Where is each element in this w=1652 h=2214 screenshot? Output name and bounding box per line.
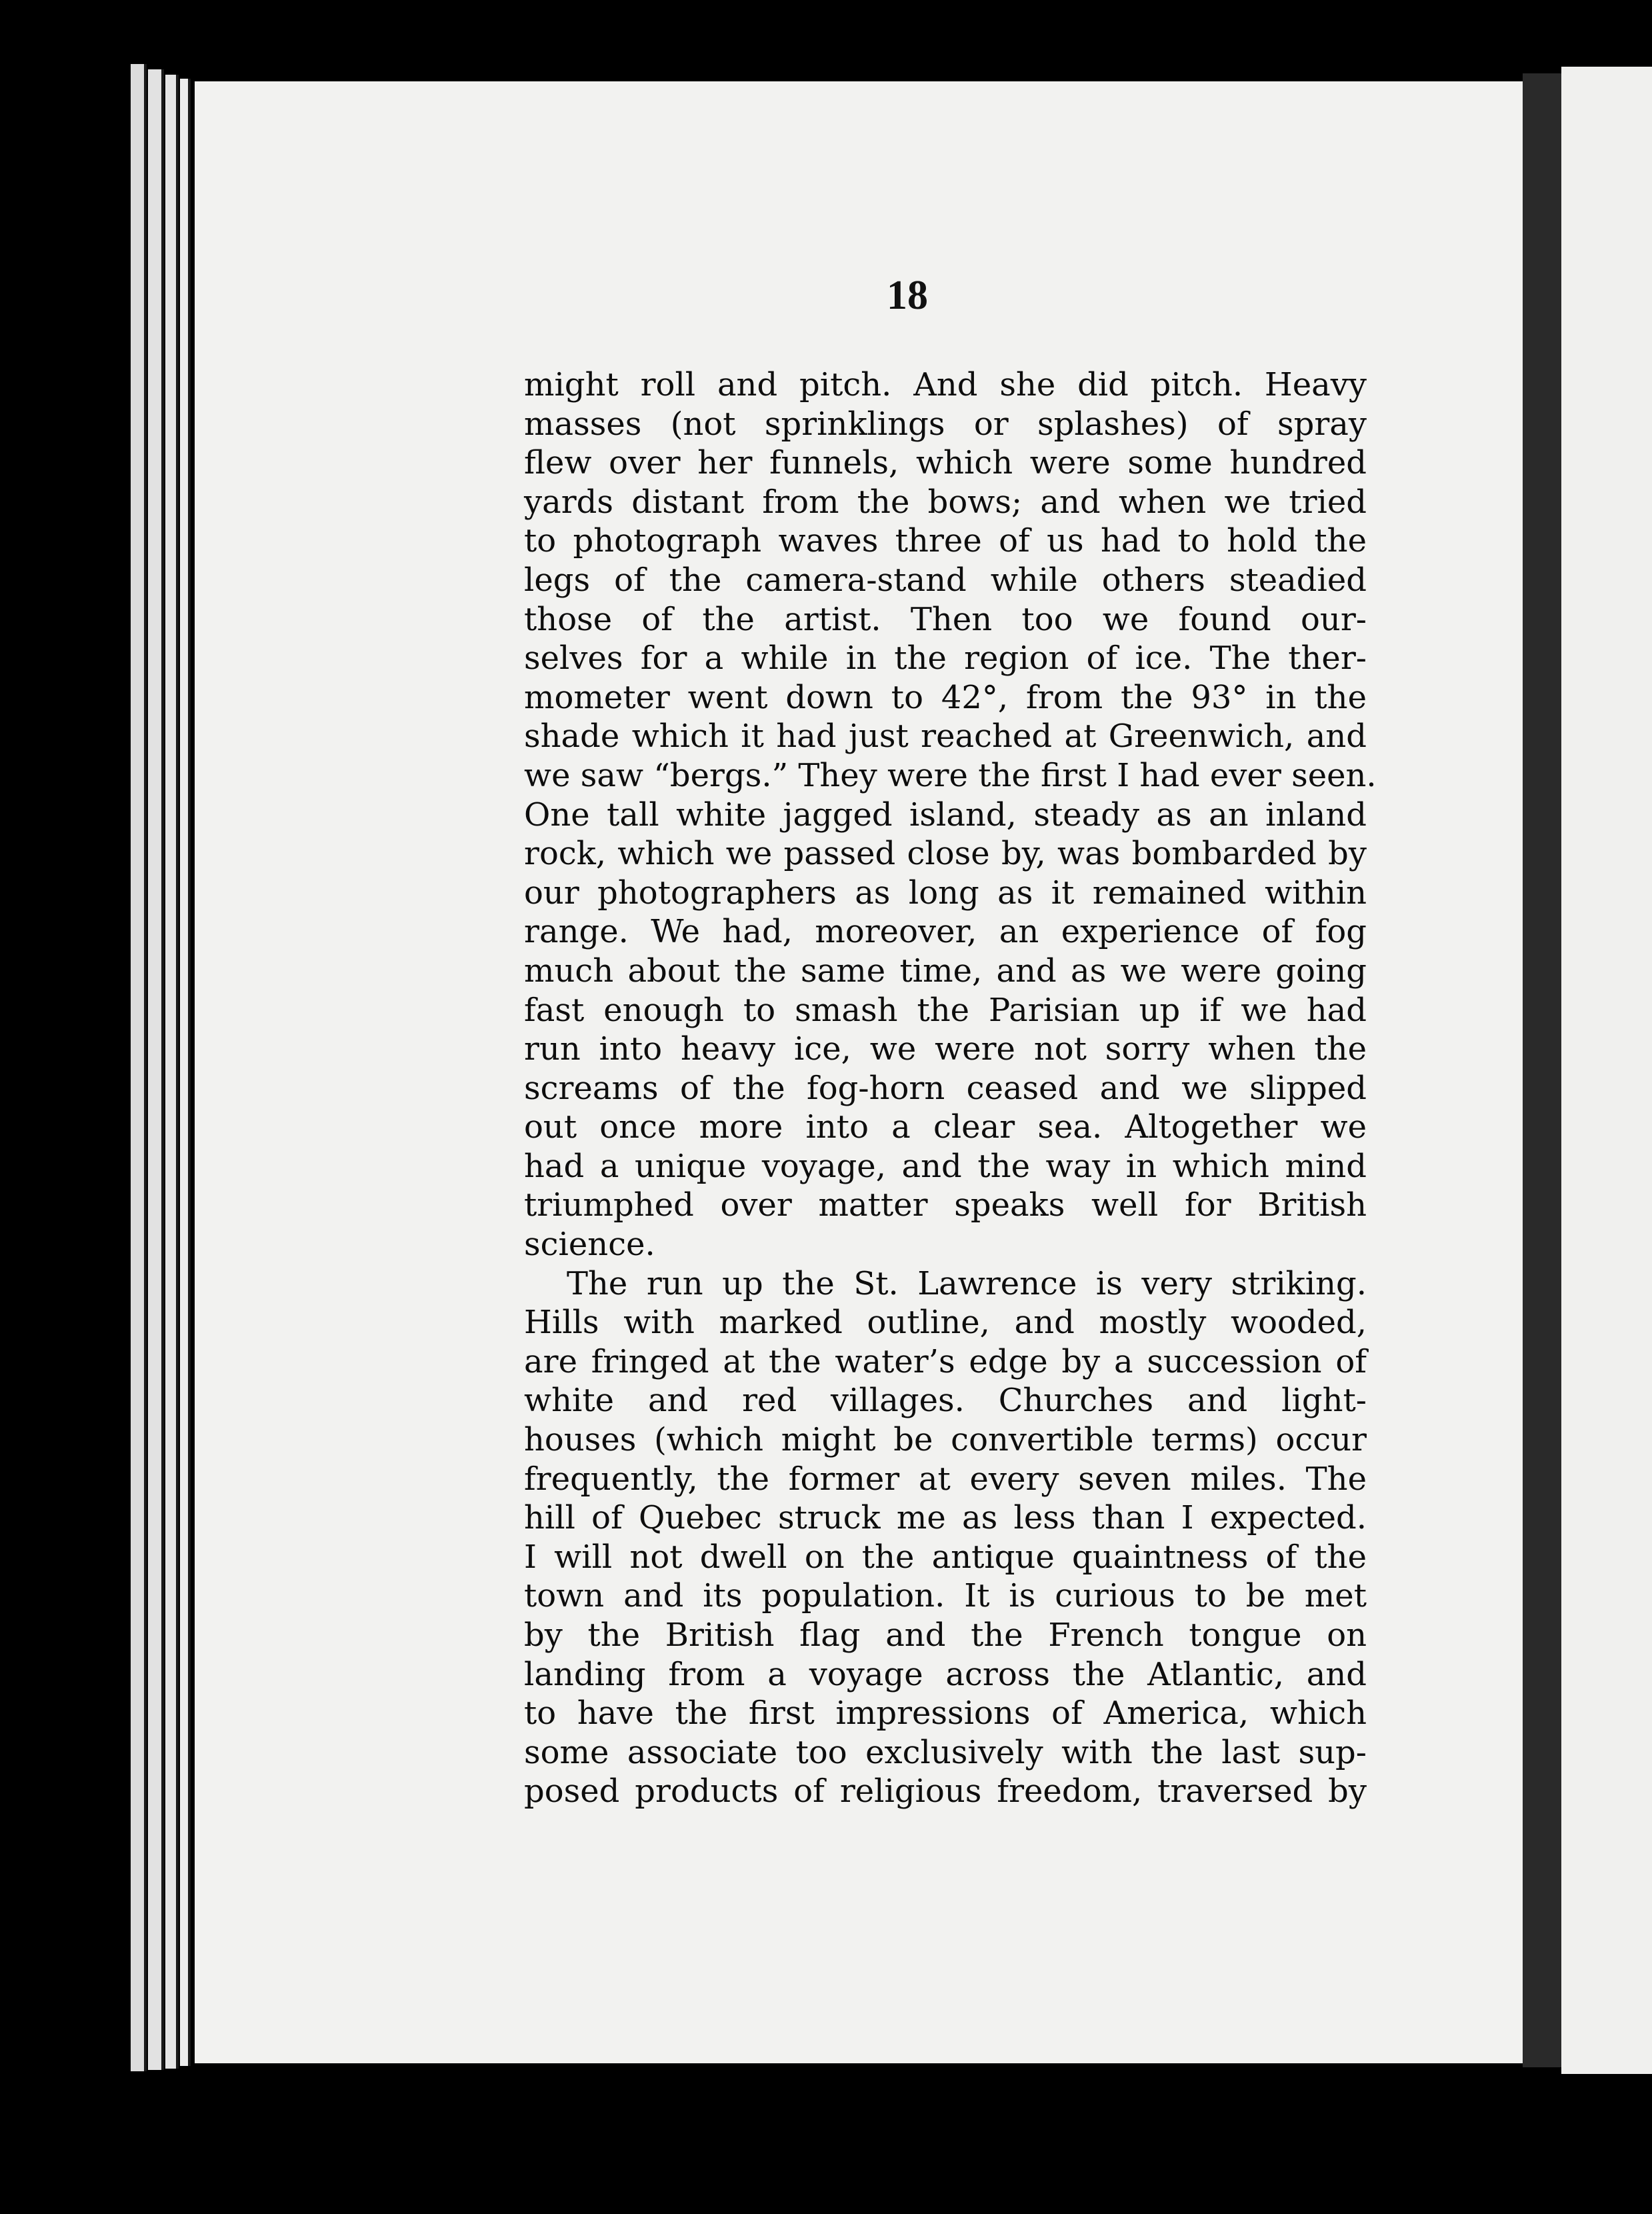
page-number: 18 <box>887 273 928 318</box>
page-edge <box>148 69 164 2070</box>
text-line: Hills with marked outline, and mostly wooded, <box>524 1304 1367 1342</box>
text-line: white and red villages. Churches and light- <box>524 1382 1367 1420</box>
text-line: science. <box>524 1226 655 1264</box>
text-line: legs of the camera-stand while others steadied <box>524 561 1367 599</box>
facing-page-edge <box>1561 67 1652 2074</box>
text-line: fast enough to smash the Parisian up if we had <box>524 991 1367 1029</box>
text-line: One tall white jagged island, steady as an inland <box>524 796 1367 834</box>
page-edge <box>165 75 179 2069</box>
text-line: we saw “bergs.” They were the first I had ever seen. <box>524 756 1377 794</box>
text-line: The run up the St. Lawrence is very striking. <box>567 1264 1367 1302</box>
text-line: posed products of religious freedom, traversed by <box>524 1773 1367 1811</box>
text-line: to photograph waves three of us had to hold the <box>524 522 1367 560</box>
text-line: run into heavy ice, we were not sorry when the <box>524 1030 1367 1068</box>
text-line: landing from a voyage across the Atlantic, and <box>524 1655 1367 1693</box>
page-edge <box>131 64 147 2071</box>
paragraph <box>524 1264 1367 1811</box>
text-line: might roll and pitch. And she did pitch. Heavy <box>524 366 1367 403</box>
text-line: mometer went down to 42°, from the 93° in the <box>524 678 1367 716</box>
text-line: yards distant from the bows; and when we tried <box>524 483 1367 521</box>
text-line: masses (not sprinklings or splashes) of spray <box>524 405 1367 443</box>
text-line: triumphed over matter speaks well for British <box>524 1186 1367 1224</box>
text-line: some associate too exclusively with the last sup- <box>524 1733 1367 1771</box>
text-line: selves for a while in the region of ice. The ther- <box>524 640 1367 678</box>
text-line: our photographers as long as it remained within <box>524 874 1367 912</box>
text-line: I will not dwell on the antique quaintness of the <box>524 1538 1367 1576</box>
text-line: range. We had, moreover, an experience of fog <box>524 913 1367 951</box>
text-line: by the British flag and the French tongue on <box>524 1616 1367 1654</box>
text-line: flew over her funnels, which were some hundred <box>524 444 1367 482</box>
text-line: out once more into a clear sea. Altogether we <box>524 1108 1367 1146</box>
book-spine <box>1523 73 1561 2067</box>
body-text <box>524 365 1377 1811</box>
text-line: screams of the fog-horn ceased and we slipped <box>524 1069 1367 1107</box>
text-line: houses (which might be convertible terms) occur <box>524 1421 1367 1459</box>
text-line: those of the artist. Then too we found our- <box>524 600 1367 638</box>
text-line: much about the same time, and as we were going <box>524 952 1367 990</box>
page-edge <box>180 79 191 2066</box>
text-line: shade which it had just reached at Greenwich, and <box>524 718 1367 756</box>
text-line: are fringed at the water’s edge by a succession of <box>524 1342 1367 1380</box>
text-line: to have the first impressions of America, which <box>524 1695 1367 1733</box>
text-line: frequently, the former at every seven miles. The <box>524 1460 1367 1498</box>
paragraph <box>524 365 1377 1264</box>
text-line: rock, which we passed close by, was bombarded by <box>524 835 1367 873</box>
text-line: town and its population. It is curious to be met <box>524 1577 1367 1615</box>
text-line: had a unique voyage, and the way in which mind <box>524 1147 1367 1185</box>
text-line: hill of Quebec struck me as less than I expected. <box>524 1499 1367 1537</box>
